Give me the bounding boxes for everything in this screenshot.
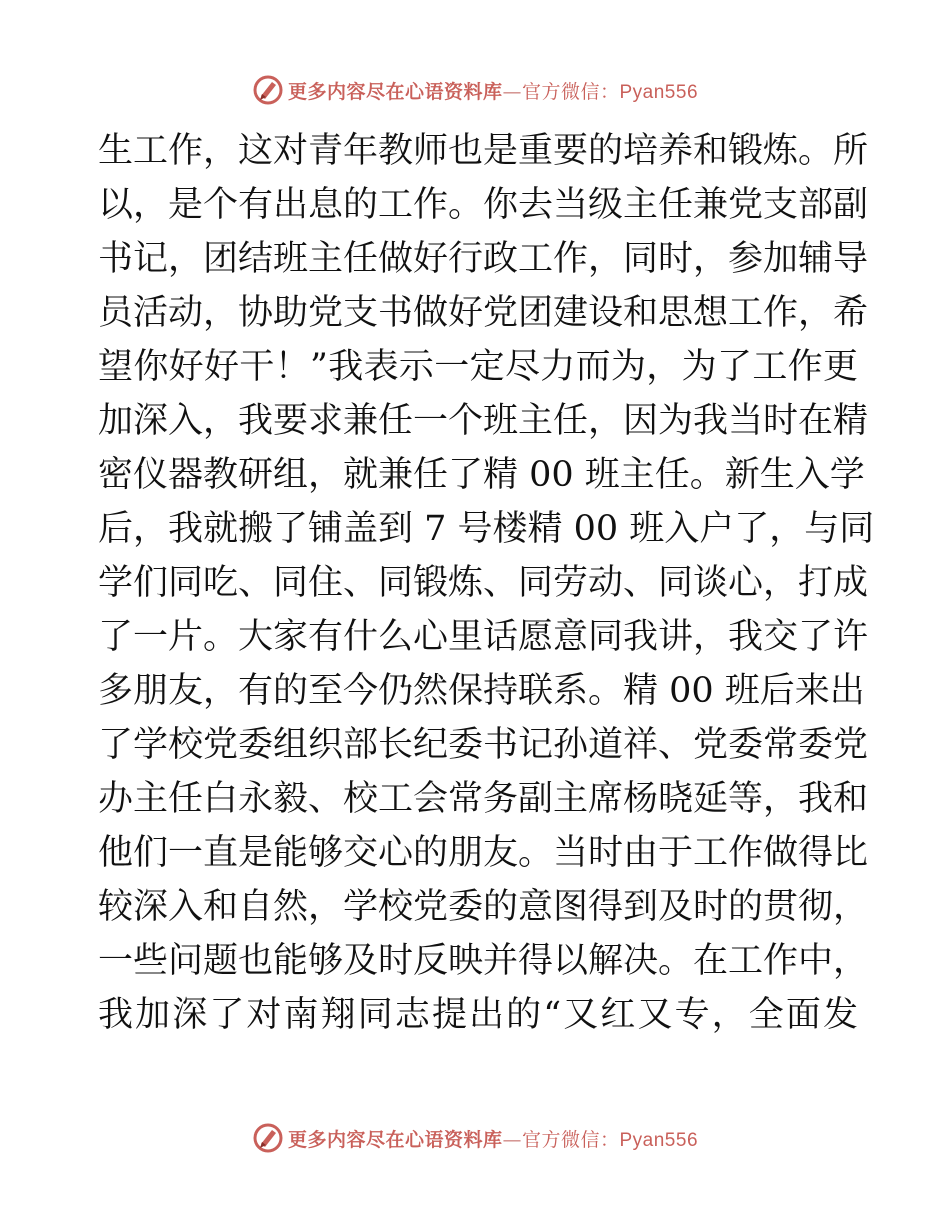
footer-separator: — <box>502 1128 522 1151</box>
text-line: 书记，团结班主任做好行政工作，同时，参加辅导 <box>98 239 869 279</box>
brand-logo-icon <box>252 74 284 106</box>
text-line: 了学校党委组织部长纪委书记孙道祥、党委常委党 <box>98 725 869 765</box>
text-line: 望你好好干！”我表示一定尽力而为，为了工作更 <box>98 347 858 387</box>
header-brand: 更多内容尽在心语资料库 <box>287 80 503 103</box>
header-wechat-id: Pyan556 <box>619 81 699 103</box>
text-line: 多朋友，有的至今仍然保持联系。精 00 班后来出 <box>98 671 865 711</box>
header-wechat-label: 官方微信： <box>521 80 620 103</box>
footer-banner <box>0 1120 950 1156</box>
text-line: 一些问题也能够及时反映并得以解决。在工作中， <box>98 941 869 981</box>
header-watermark-text <box>288 77 698 104</box>
header-separator: — <box>502 80 522 103</box>
text-line: 后，我就搬了铺盖到 7 号楼精 00 班入户了，与同 <box>98 509 875 549</box>
brand-logo-icon <box>252 1122 284 1154</box>
document-body <box>98 124 875 1042</box>
text-line: 了一片。大家有什么心里话愿意同我讲，我交了许 <box>98 617 869 657</box>
text-line: 以，是个有出息的工作。你去当级主任兼党支部副 <box>98 185 869 225</box>
footer-wechat-id: Pyan556 <box>619 1129 699 1151</box>
text-line: 他们一直是能够交心的朋友。当时由于工作做得比 <box>98 833 869 873</box>
text-line: 办主任白永毅、校工会常务副主席杨晓延等，我和 <box>98 779 869 819</box>
text-line: 加深入，我要求兼任一个班主任，因为我当时在精 <box>98 401 869 441</box>
text-line: 生工作，这对青年教师也是重要的培养和锻炼。所 <box>98 131 869 171</box>
text-line: 学们同吃、同住、同锻炼、同劳动、同谈心，打成 <box>98 563 869 603</box>
header-banner <box>0 72 950 108</box>
text-line: 密仪器教研组，就兼任了精 00 班主任。新生入学 <box>98 455 865 495</box>
footer-brand: 更多内容尽在心语资料库 <box>287 1128 503 1151</box>
footer-watermark-text <box>288 1125 698 1152</box>
footer-wechat-label: 官方微信： <box>521 1128 620 1151</box>
text-line: 较深入和自然，学校党委的意图得到及时的贯彻， <box>98 887 869 927</box>
text-line: 我加深了对南翔同志提出的“又红又专，全面发 <box>98 995 858 1035</box>
text-line: 员活动，协助党支书做好党团建设和思想工作，希 <box>98 293 869 333</box>
